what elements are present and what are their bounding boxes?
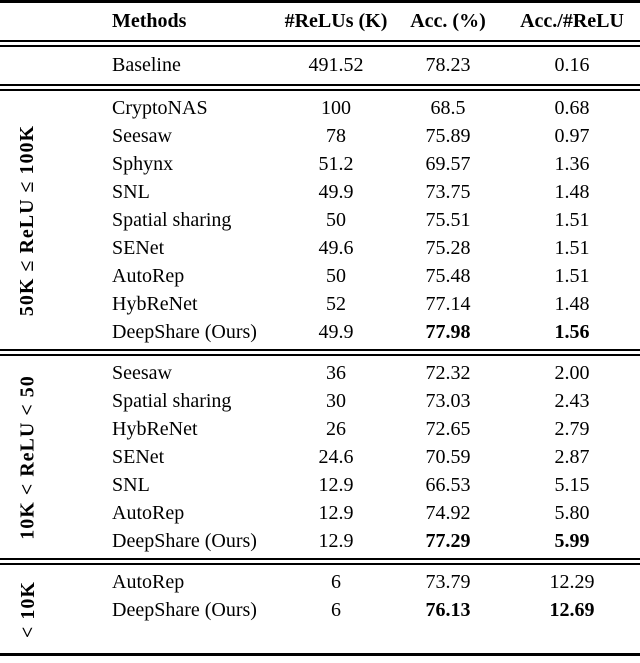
header-row	[0, 3, 640, 40]
method-cell: HybReNet	[112, 292, 198, 315]
acc-cell: 73.03	[425, 389, 471, 412]
method-cell: SNL	[112, 180, 150, 203]
ratio-cell: 5.15	[554, 473, 590, 496]
header-divider-rule	[0, 40, 640, 47]
acc-cell: 78.23	[425, 54, 471, 76]
method-cell: Seesaw	[112, 361, 172, 384]
group-10k-to-50k	[0, 356, 640, 558]
group-under-10k	[0, 565, 640, 653]
relus-cell: 12.9	[318, 501, 354, 524]
relus-cell: 24.6	[318, 445, 354, 468]
table-row	[0, 178, 640, 206]
ratio-cell: 12.29	[549, 570, 595, 593]
table-row	[0, 527, 640, 555]
table-row	[0, 359, 640, 387]
ratio-cell: 1.36	[554, 152, 590, 175]
ratio-cell: 0.97	[554, 124, 590, 147]
table-row	[0, 94, 640, 122]
relus-cell: 52	[326, 292, 346, 315]
table-row	[0, 150, 640, 178]
method-cell: Spatial sharing	[112, 389, 232, 412]
method-cell: SNL	[112, 473, 150, 496]
group-label-text: 50K ≤ ReLU ≤ 100K	[16, 124, 39, 316]
relus-cell: 26	[326, 417, 346, 440]
ratio-cell: 2.79	[554, 417, 590, 440]
baseline-divider-rule	[0, 84, 640, 91]
ratio-cell: 2.43	[554, 389, 590, 412]
table-row	[0, 234, 640, 262]
relus-cell: 51.2	[318, 152, 354, 175]
acc-cell: 73.79	[425, 570, 471, 593]
relus-cell: 36	[326, 361, 346, 384]
acc-cell: 66.53	[425, 473, 471, 496]
method-cell: DeepShare (Ours)	[112, 529, 257, 552]
acc-cell: 68.5	[430, 96, 466, 119]
relus-cell: 49.6	[318, 236, 354, 259]
ratio-cell: 2.87	[554, 445, 590, 468]
relus-cell: 78	[326, 124, 346, 147]
acc-cell: 73.75	[425, 180, 471, 203]
method-cell: Sphynx	[112, 152, 174, 175]
table-row	[0, 568, 640, 596]
acc-cell: 75.28	[425, 236, 471, 259]
acc-cell: 77.14	[425, 292, 471, 315]
acc-cell: 76.13	[425, 598, 471, 621]
table-row	[0, 47, 640, 84]
ratio-cell: 2.00	[554, 361, 590, 384]
table-row	[0, 415, 640, 443]
ratio-cell: 1.56	[554, 320, 590, 343]
group-label-text: < 10K	[16, 580, 39, 638]
acc-cell: 75.48	[425, 264, 471, 287]
table-row	[0, 122, 640, 150]
ratio-cell: 0.16	[554, 54, 590, 76]
relus-cell: 50	[326, 264, 346, 287]
method-cell: Baseline	[112, 54, 181, 76]
acc-cell: 74.92	[425, 501, 471, 524]
group-divider-rule	[0, 349, 640, 356]
table-row	[0, 499, 640, 527]
acc-cell: 69.57	[425, 152, 471, 175]
ratio-cell: 5.99	[554, 529, 590, 552]
method-cell: CryptoNAS	[112, 96, 208, 119]
group-50k-to-100k	[0, 91, 640, 349]
acc-cell: 72.65	[425, 417, 471, 440]
table-row	[0, 290, 640, 318]
relus-cell: 49.9	[318, 180, 354, 203]
table-row	[0, 443, 640, 471]
method-cell: SENet	[112, 236, 165, 259]
method-cell: Seesaw	[112, 124, 172, 147]
acc-cell: 75.89	[425, 124, 471, 147]
ratio-cell: 5.80	[554, 501, 590, 524]
col-header-ratio: Acc./#ReLU	[520, 10, 624, 32]
col-header-relus: #ReLUs (K)	[284, 10, 388, 32]
ratio-cell: 1.48	[554, 292, 590, 315]
relus-cell: 50	[326, 208, 346, 231]
acc-cell: 72.32	[425, 361, 471, 384]
relus-cell: 6	[331, 598, 341, 621]
relus-cell: 12.9	[318, 473, 354, 496]
ratio-cell: 12.69	[549, 598, 595, 621]
table-row	[0, 471, 640, 499]
method-cell: AutoRep	[112, 264, 185, 287]
method-cell: AutoRep	[112, 501, 185, 524]
relus-cell: 100	[321, 96, 351, 119]
acc-cell: 70.59	[425, 445, 471, 468]
group-label-text: 10K < ReLU < 50	[16, 374, 39, 540]
relus-cell: 491.52	[308, 54, 364, 76]
acc-cell: 77.98	[425, 320, 471, 343]
method-cell: DeepShare (Ours)	[112, 598, 257, 621]
col-header-methods: Methods	[112, 10, 187, 32]
ratio-cell: 1.51	[554, 208, 590, 231]
ratio-cell: 1.48	[554, 180, 590, 203]
relus-cell: 6	[331, 570, 341, 593]
col-header-acc: Acc. (%)	[410, 10, 486, 32]
group-divider-rule	[0, 558, 640, 565]
method-cell: AutoRep	[112, 570, 185, 593]
acc-cell: 77.29	[425, 529, 471, 552]
table-row	[0, 206, 640, 234]
ratio-cell: 0.68	[554, 96, 590, 119]
bottom-rule	[0, 653, 640, 656]
table-row	[0, 318, 640, 346]
method-cell: Spatial sharing	[112, 208, 232, 231]
table-row	[0, 387, 640, 415]
ratio-cell: 1.51	[554, 236, 590, 259]
acc-cell: 75.51	[425, 208, 471, 231]
relus-cell: 30	[326, 389, 346, 412]
table-row	[0, 262, 640, 290]
table-row	[0, 596, 640, 624]
method-cell: HybReNet	[112, 417, 198, 440]
relus-cell: 12.9	[318, 529, 354, 552]
ratio-cell: 1.51	[554, 264, 590, 287]
method-cell: SENet	[112, 445, 165, 468]
relus-cell: 49.9	[318, 320, 354, 343]
method-cell: DeepShare (Ours)	[112, 320, 257, 343]
